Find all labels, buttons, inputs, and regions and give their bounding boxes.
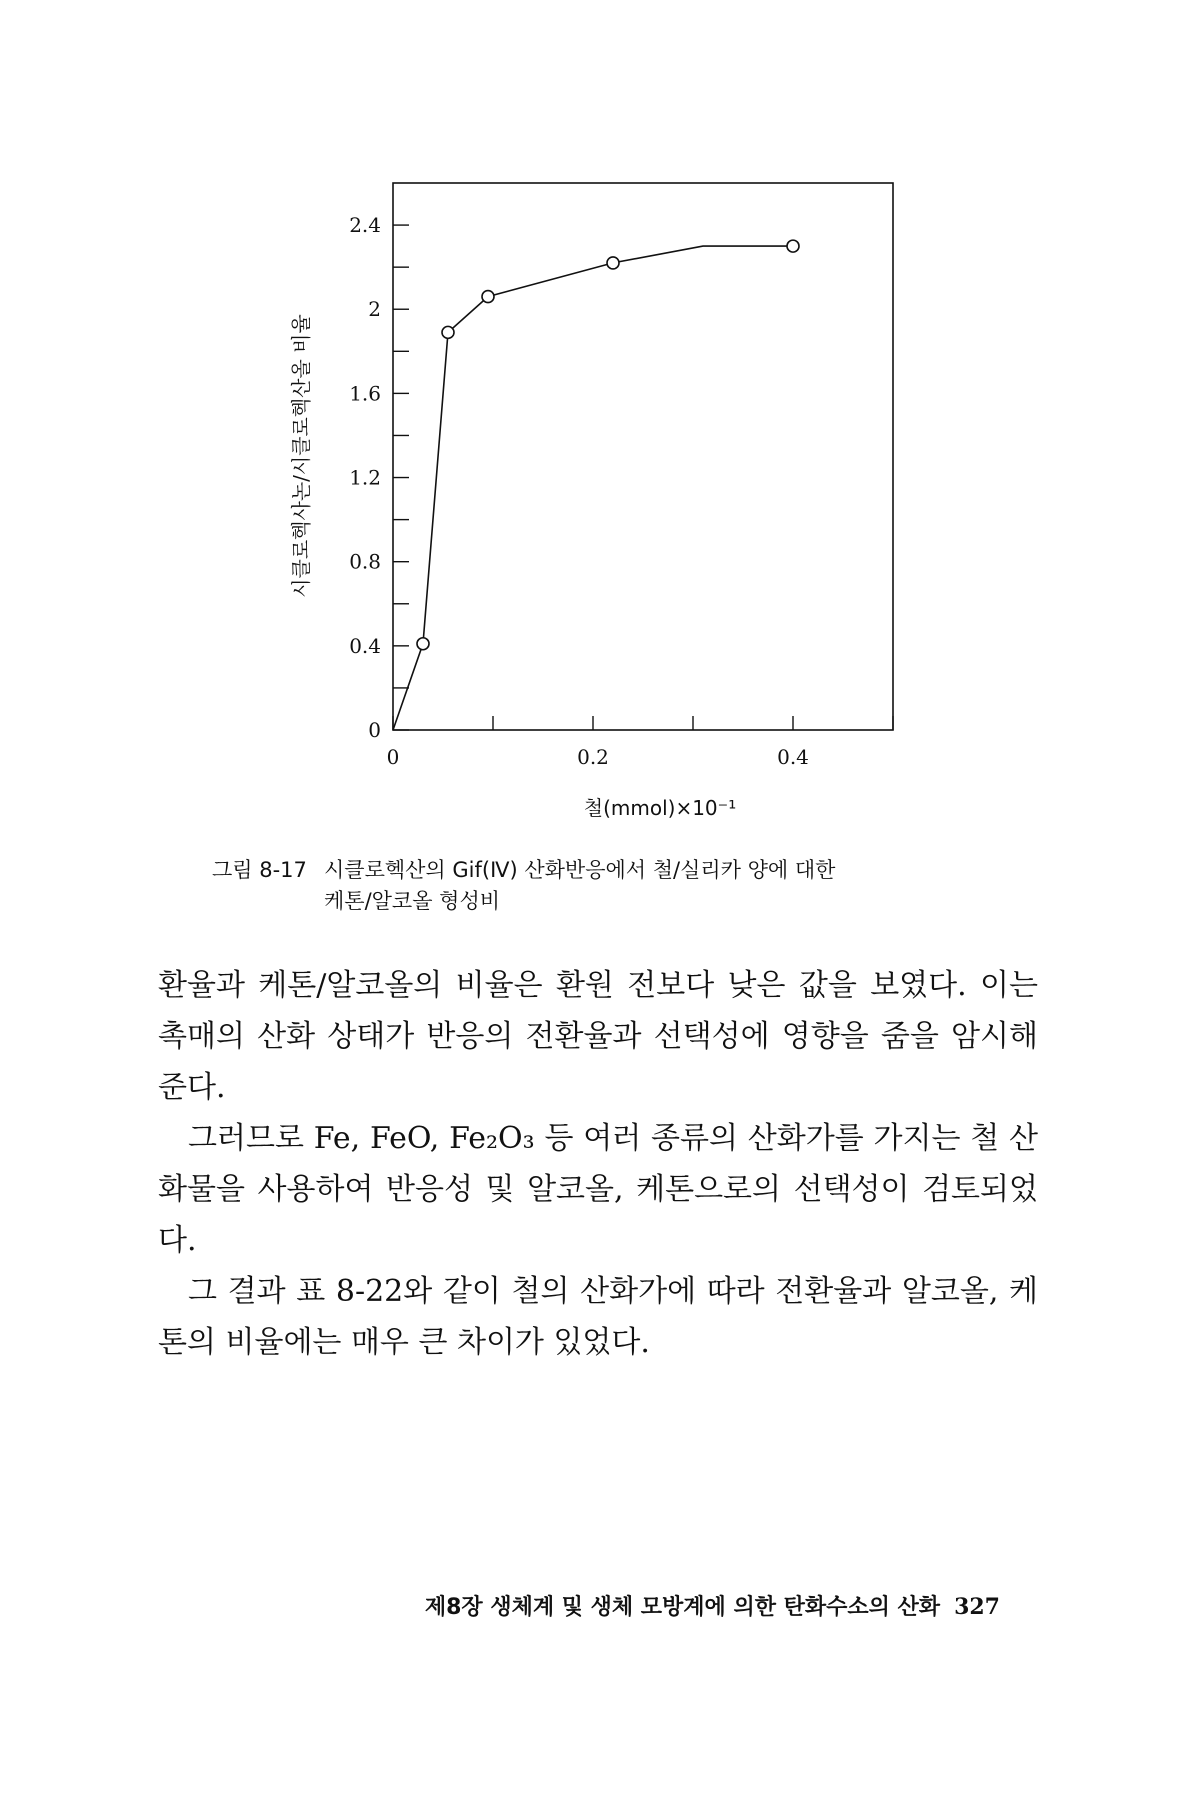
data-point xyxy=(442,326,454,338)
y-axis-title: 시클로헥사논/시클로헥산올 비율 xyxy=(289,314,313,598)
data-point xyxy=(482,291,494,303)
y-tick-label: 2 xyxy=(368,297,381,322)
figure-label: 그림 8-17 xyxy=(212,858,307,882)
data-point xyxy=(607,257,619,269)
y-tick-label: 1.6 xyxy=(349,381,381,406)
y-tick-label: 0 xyxy=(368,718,381,742)
page-footer xyxy=(425,1590,1000,1621)
y-tick-label: 0.8 xyxy=(349,549,381,574)
x-tick-label: 0.4 xyxy=(777,745,809,769)
series-markers xyxy=(417,240,799,650)
y-axis xyxy=(349,213,409,742)
caption-line-1: 시클로헥산의 Gif(Ⅳ) 산화반응에서 철/실리카 양에 대한 xyxy=(324,858,836,882)
x-axis-title: 철(mmol)×10⁻¹ xyxy=(583,796,737,820)
paragraph-2: 그러므로 Fe, FeO, Fe₂O₃ 등 여러 종류의 산화가를 가지는 철 산화물을 사용하여 반응성 및 알코올, 케톤으로의 선택성이 검토되었다. xyxy=(158,1121,1038,1258)
data-point xyxy=(787,240,799,252)
chapter-title: 제8장 생체계 및 생체 모방계에 의한 탄화수소의 산화 xyxy=(424,1595,941,1620)
paragraph-3: 그 결과 표 8-22와 같이 철의 산화가에 따라 전환율과 알코올, 케톤의 비율에는 매우 큰 차이가 있었다. xyxy=(158,1274,1038,1360)
ratio-chart xyxy=(0,0,1200,850)
y-tick-label: 1.2 xyxy=(349,465,381,490)
page-number: 327 xyxy=(954,1594,1000,1620)
y-tick-label: 0.4 xyxy=(349,633,381,658)
x-tick-label: 0.2 xyxy=(577,745,609,769)
paragraph-1: 환율과 케톤/알코올의 비율은 환원 전보다 낮은 값을 보였다. 이는 촉매의 산화 상태가 반응의 전환율과 선택성에 영향을 줌을 암시해 준다. xyxy=(158,968,1038,1105)
y-tick-label: 2.4 xyxy=(349,213,381,238)
body-text xyxy=(158,960,1038,1368)
plot-frame xyxy=(393,183,893,730)
caption-line-2: 케톤/알코올 형성비 xyxy=(324,889,501,913)
x-axis xyxy=(387,716,893,769)
x-tick-label: 0 xyxy=(386,745,400,769)
series-line xyxy=(393,246,793,730)
figure-caption xyxy=(212,855,1032,917)
data-point xyxy=(417,638,429,650)
